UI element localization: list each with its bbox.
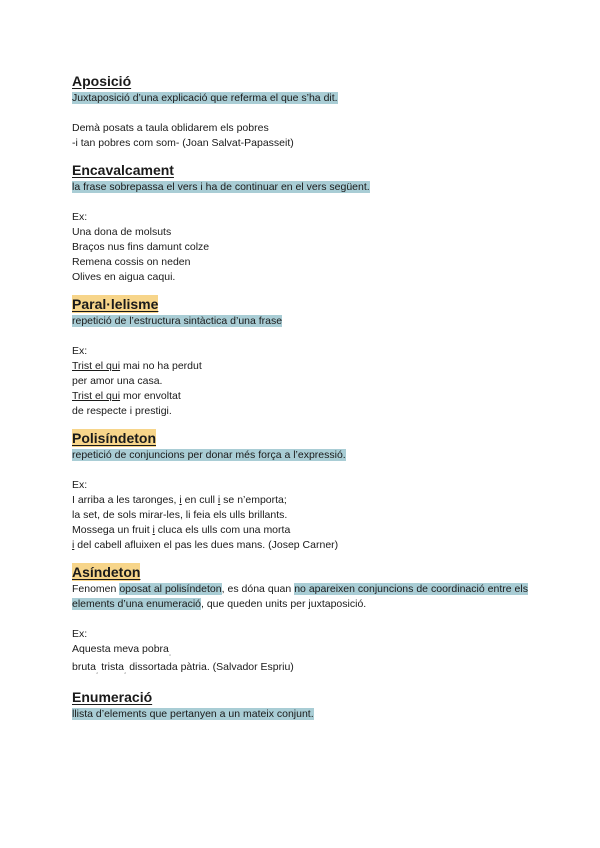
line-text: en cull (181, 494, 218, 506)
example-line: de respecte i prestigi. (72, 405, 172, 417)
line-text: Aquesta meva pobra (72, 643, 169, 655)
example-label: Ex: (72, 479, 88, 491)
line-text: trista (98, 661, 124, 673)
section-aposicio (72, 72, 528, 151)
definition-polisindeton: repetició de conjuncions per donar més força a l’expressió. (72, 449, 346, 461)
heading-polisindeton: Polisíndeton (72, 430, 156, 446)
section-enumeracio (72, 688, 528, 722)
example-line: Olives en aigua caqui. (72, 271, 176, 283)
line-text: del cabell afluixen el pas les dues mans. (Josep Carner) (74, 539, 339, 551)
definition-paralelisme: repetició de l’estructura sintàctica d’una frase (72, 315, 283, 327)
example-label: Ex: (72, 211, 88, 223)
highlighted-phrase: no apareixen conjuncions de coordinació entre els elements d’una enumeració (72, 583, 528, 610)
underlined-phrase: Trist el qui (72, 390, 121, 402)
example-line (72, 538, 528, 553)
section-polisindeton (72, 429, 528, 553)
underlined-conjunction: i (179, 494, 182, 506)
example-line: Remena cossis on neden (72, 256, 191, 268)
line-text: mor envoltat (120, 390, 181, 402)
document-page (72, 72, 528, 732)
example-line: per amor una casa. (72, 375, 163, 387)
underlined-conjunction: i (72, 539, 75, 551)
example-label: Ex: (72, 628, 88, 640)
example-label: Ex: (72, 345, 88, 357)
definition-encavalcament: la frase sobrepassa el vers i ha de continuar en el vers següent. (72, 181, 370, 193)
example-line (72, 523, 528, 538)
line-text: dissortada pàtria. (Salvador Espriu) (126, 661, 294, 673)
definition-aposicio: Juxtaposició d’una explicació que referma el que s’ha dit. (72, 92, 338, 104)
underlined-conjunction: i (152, 524, 155, 536)
example-line (72, 389, 528, 404)
heading-paralelisme: Paral·lelisme (72, 296, 159, 312)
example-line (72, 359, 528, 374)
text: , es dóna quan (221, 583, 295, 595)
line-text: cluca els ulls com una morta (154, 524, 291, 536)
text: Fenomen (72, 583, 120, 595)
heading-enumeracio: Enumeració (72, 689, 153, 705)
example-line: la set, de sols mirar-les, li feia els ulls brillants. (72, 509, 288, 521)
section-asindeton (72, 563, 528, 678)
example-line (72, 493, 528, 508)
example-line (72, 642, 528, 660)
example-line (72, 660, 528, 678)
line-text: se n’emporta; (220, 494, 287, 506)
underlined-conjunction: i (217, 494, 221, 506)
example-line: Braços nus fins damunt colze (72, 241, 210, 253)
heading-asindeton: Asíndeton (72, 564, 141, 580)
text: , que queden units per juxtaposició. (201, 598, 367, 610)
section-encavalcament (72, 161, 528, 285)
example-line: Una dona de molsuts (72, 226, 172, 238)
highlighted-phrase: oposat al polisíndeton (119, 583, 222, 595)
section-paralelisme (72, 295, 528, 419)
space-mark-icon: ˰ (123, 667, 127, 674)
line-text: bruta (72, 661, 96, 673)
line-text: I arriba a les taronges, (72, 494, 180, 506)
line-text: Mossega un fruit (72, 524, 153, 536)
underlined-phrase: Trist el qui (72, 360, 121, 372)
example-line: -i tan pobres com som- (Joan Salvat-Papasseit) (72, 137, 294, 149)
space-mark-icon: ˰ (95, 667, 99, 674)
heading-aposicio: Aposició (72, 73, 132, 89)
definition-asindeton (72, 582, 528, 612)
line-text: mai no ha perdut (120, 360, 202, 372)
example-line: Demà posats a taula oblidarem els pobres (72, 122, 269, 134)
heading-encavalcament: Encavalcament (72, 162, 174, 178)
space-mark-icon: ˰ (168, 649, 172, 656)
definition-enumeracio: llista d’elements que pertanyen a un mateix conjunt. (72, 708, 314, 720)
